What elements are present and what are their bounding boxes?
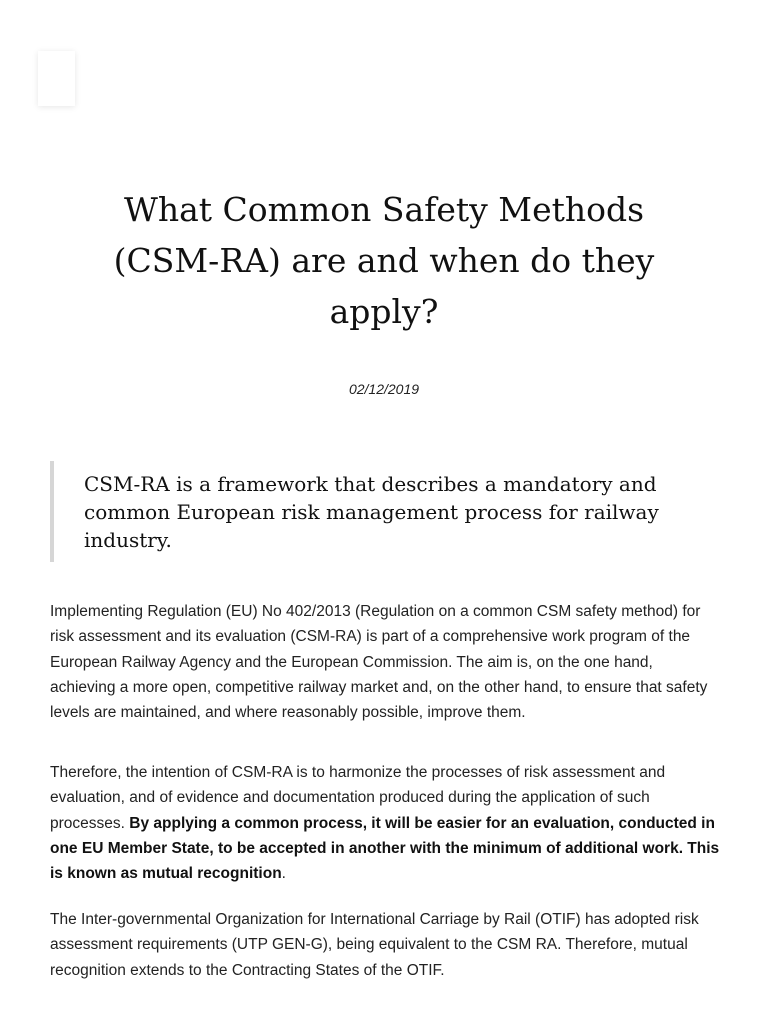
paragraph-2 (50, 760, 720, 886)
paragraph-2-bold: By applying a common process, it will be easier for an evaluation, conducted in one EU Member State, to be accepted in another with the minimum of additional work. This is known as mutual recognition (50, 814, 720, 883)
paragraph-2-end: . (281, 865, 286, 883)
publish-date: 02/12/2019 (348, 381, 420, 397)
page-title: What Common Safety Methods (CSM-RA) are and when do they apply? (113, 190, 655, 331)
menu-button[interactable] (38, 51, 75, 106)
lead-quote-text: CSM-RA is a framework that describes a mandatory and common European risk management process for railway industry. (84, 472, 659, 552)
paragraph-1: Implementing Regulation (EU) No 402/2013 (Regulation on a common CSM safety method) for risk assessment and its evaluation (CSM-RA) is part of a comprehensive work program of the European Railway Agency and the European Commission. The aim is, on the one hand, achieving a more open, competitive railway market and, on the other hand, to ensure that safety levels are maintained, and where reasonably possible, improve them. (50, 603, 708, 722)
paragraph-3: The Inter-governmental Organization for International Carriage by Rail (OTIF) has adopted risk assessment requirements (UTP GEN-G), being equivalent to the CSM RA. Therefore, mutual recognition extends to the Contracting States of the OTIF. (50, 911, 699, 979)
paragraph-2-intro: Therefore, the intention of CSM-RA is to harmonize the processes of risk assessment and evaluation, and of evidence and documentation produced during the application of such processes. (50, 764, 666, 832)
lead-quote (50, 461, 690, 562)
